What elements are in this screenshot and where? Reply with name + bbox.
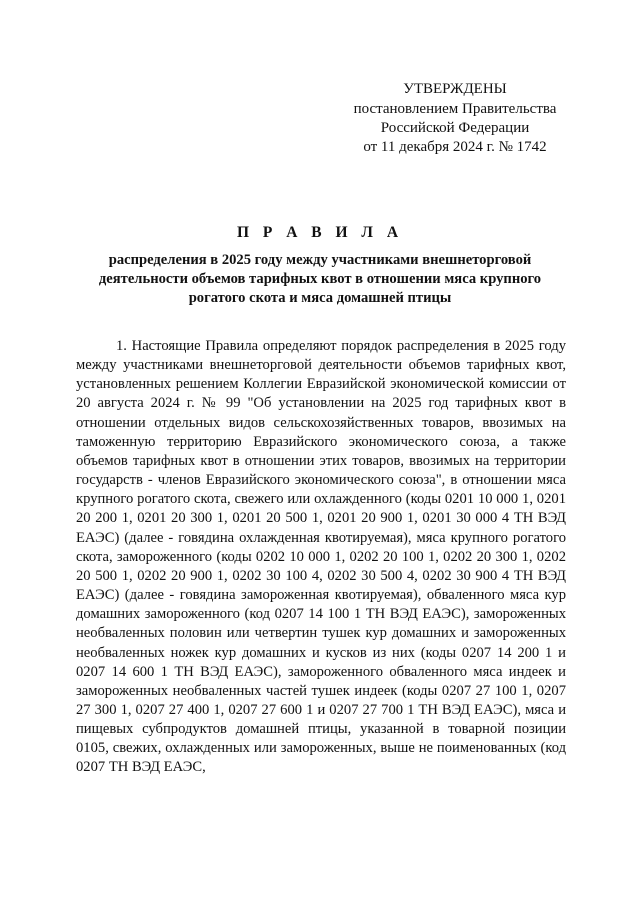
document-subtitle [72, 251, 568, 308]
approval-date-line: от 11 декабря 2024 г. № 1742 [363, 139, 547, 155]
document-title: П Р А В И Л А [236, 224, 404, 241]
subtitle-line-1: распределения в 2025 году между участниками внешнеторговой [108, 252, 532, 268]
approval-heading: УТВЕРЖДЕНЫ [403, 81, 507, 97]
approval-block [330, 80, 580, 157]
approval-government-line: Российской Федерации [380, 120, 530, 136]
approval-decree-line: постановлением Правительства [353, 101, 557, 117]
subtitle-line-2: деятельности объемов тарифных квот в отношении мяса крупного [98, 271, 542, 287]
paragraph-1: 1. Настоящие Правила определяют порядок распределения в 2025 году между участниками внешнеторговой деятельности объемов тарифных квот, установленных решением Коллегии Евразийской экономической комиссии от 20 августа 2024 г. № 99 "Об установлении на 2025 год тарифных квот в отношении отдельных видов сельскохозяйственных товаров, ввозимых на таможенную территорию Евразийского экономического союза, а также объемов тарифных квот в отношении этих товаров, ввозимых на территории государств - членов Евразийского экономического союза", в отношении мяса крупного рогатого скота, свежего или охлажденного (коды 0201 10 000 1, 0201 20 200 1, 0201 20 300 1, 0201 20 500 1, 0201 20 900 1, 0201 30 000 4 ТН ВЭД ЕАЭС) (далее - говядина охлажденная квотируемая), мяса крупного рогатого скота, замороженного (коды 0202 10 000 1, 0202 20 100 1, 0202 20 300 1, 0202 20 500 1, 0202 20 900 1, 0202 30 100 4, 0202 30 500 4, 0202 30 900 4 ТН ВЭД ЕАЭС) (далее - говядина замороженная квотируемая), обваленного мяса кур домашних замороженного (код 0207 14 100 1 ТН ВЭД ЕАЭС), замороженных необваленных половин или четвертин тушек кур домашних и замороженных необваленных ножек кур домашних и кусков из них (коды 0207 14 200 1 и 0207 14 600 1 ТН ВЭД ЕАЭС), замороженного обваленного мяса индеек и замороженных необваленных частей тушек индеек (коды 0207 27 100 1, 0207 27 300 1, 0207 27 400 1, 0207 27 600 1 и 0207 27 700 1 ТН ВЭД ЕАЭС), мяса и пищевых субпродуктов домашней птицы, указанной в товарной позиции 0105, свежих, охлажденных или замороженных, выше не поименованных (код 0207 ТН ВЭД ЕАЭС, [76, 338, 566, 776]
subtitle-line-3: рогатого скота и мяса домашней птицы [188, 290, 452, 306]
